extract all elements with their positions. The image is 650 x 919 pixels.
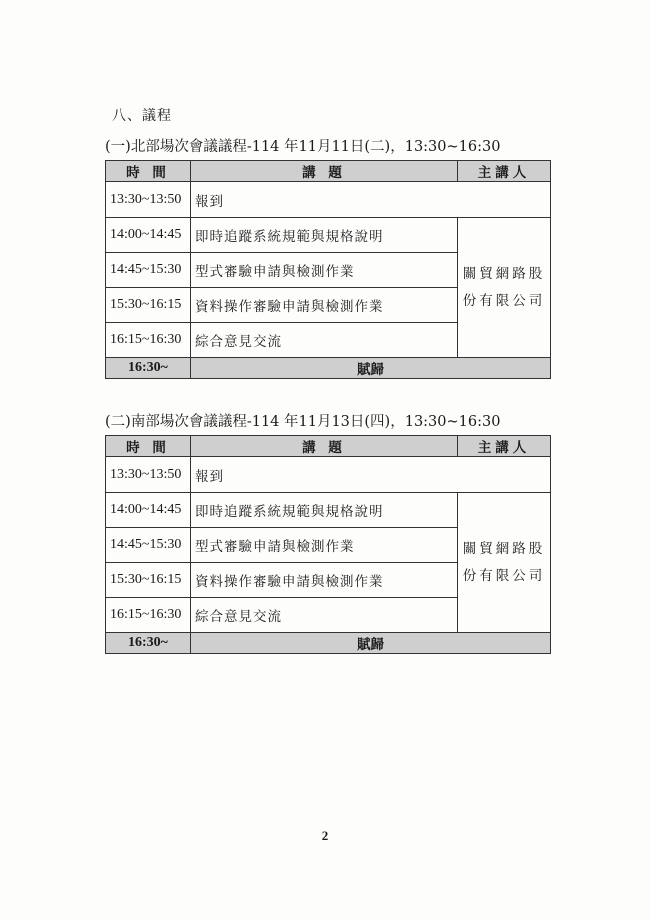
header-time: 時 間 [106, 161, 191, 182]
end-time: 16:30~ [106, 633, 191, 654]
row-time: 16:15~16:30 [106, 598, 191, 633]
speaker-line-1: 關貿網路股 [462, 540, 546, 557]
header-speaker: 主講人 [458, 161, 551, 182]
row-time: 14:45~15:30 [106, 528, 191, 563]
speaker-line-2: 份有限公司 [462, 292, 546, 309]
south-agenda-table [105, 435, 551, 654]
row-time: 13:30~13:50 [106, 457, 191, 493]
north-session-title: (一)北部場次會議議程-114 年11月11日(二)，13:30~16:30 [105, 139, 501, 155]
table-header-row [106, 161, 551, 182]
row-topic: 即時追蹤系統規範與規格說明 [191, 493, 458, 528]
table-row [106, 457, 551, 493]
row-time: 15:30~16:15 [106, 563, 191, 598]
row-topic: 綜合意見交流 [191, 323, 458, 358]
header-topic: 講 題 [191, 161, 458, 182]
page-number: 2 [321, 828, 329, 843]
row-topic: 報到 [191, 457, 551, 493]
speaker-cell [458, 218, 551, 358]
end-time: 16:30~ [106, 358, 191, 379]
header-speaker: 主講人 [458, 436, 551, 457]
row-topic: 型式審驗申請與檢測作業 [191, 253, 458, 288]
speaker-line-2: 份有限公司 [462, 567, 546, 584]
table-header-row [106, 436, 551, 457]
end-label: 賦歸 [191, 633, 551, 654]
header-time: 時 間 [106, 436, 191, 457]
end-row [106, 358, 551, 379]
row-time: 16:15~16:30 [106, 323, 191, 358]
row-time: 14:00~14:45 [106, 493, 191, 528]
section-title: 八、議程 [112, 108, 172, 124]
row-time: 15:30~16:15 [106, 288, 191, 323]
table-row [106, 218, 551, 253]
header-topic: 講 題 [191, 436, 458, 457]
south-session-title: (二)南部場次會議議程-114 年11月13日(四)，13:30~16:30 [105, 414, 501, 430]
table-row [106, 493, 551, 528]
row-topic: 報到 [191, 182, 551, 218]
table-row [106, 182, 551, 218]
speaker-line-1: 關貿網路股 [462, 265, 546, 282]
row-time: 14:00~14:45 [106, 218, 191, 253]
row-topic: 型式審驗申請與檢測作業 [191, 528, 458, 563]
row-topic: 即時追蹤系統規範與規格說明 [191, 218, 458, 253]
row-topic: 資料操作審驗申請與檢測作業 [191, 288, 458, 323]
row-topic: 綜合意見交流 [191, 598, 458, 633]
row-topic: 資料操作審驗申請與檢測作業 [191, 563, 458, 598]
row-time: 14:45~15:30 [106, 253, 191, 288]
end-label: 賦歸 [191, 358, 551, 379]
end-row [106, 633, 551, 654]
speaker-cell [458, 493, 551, 633]
north-agenda-table [105, 160, 551, 379]
row-time: 13:30~13:50 [106, 182, 191, 218]
